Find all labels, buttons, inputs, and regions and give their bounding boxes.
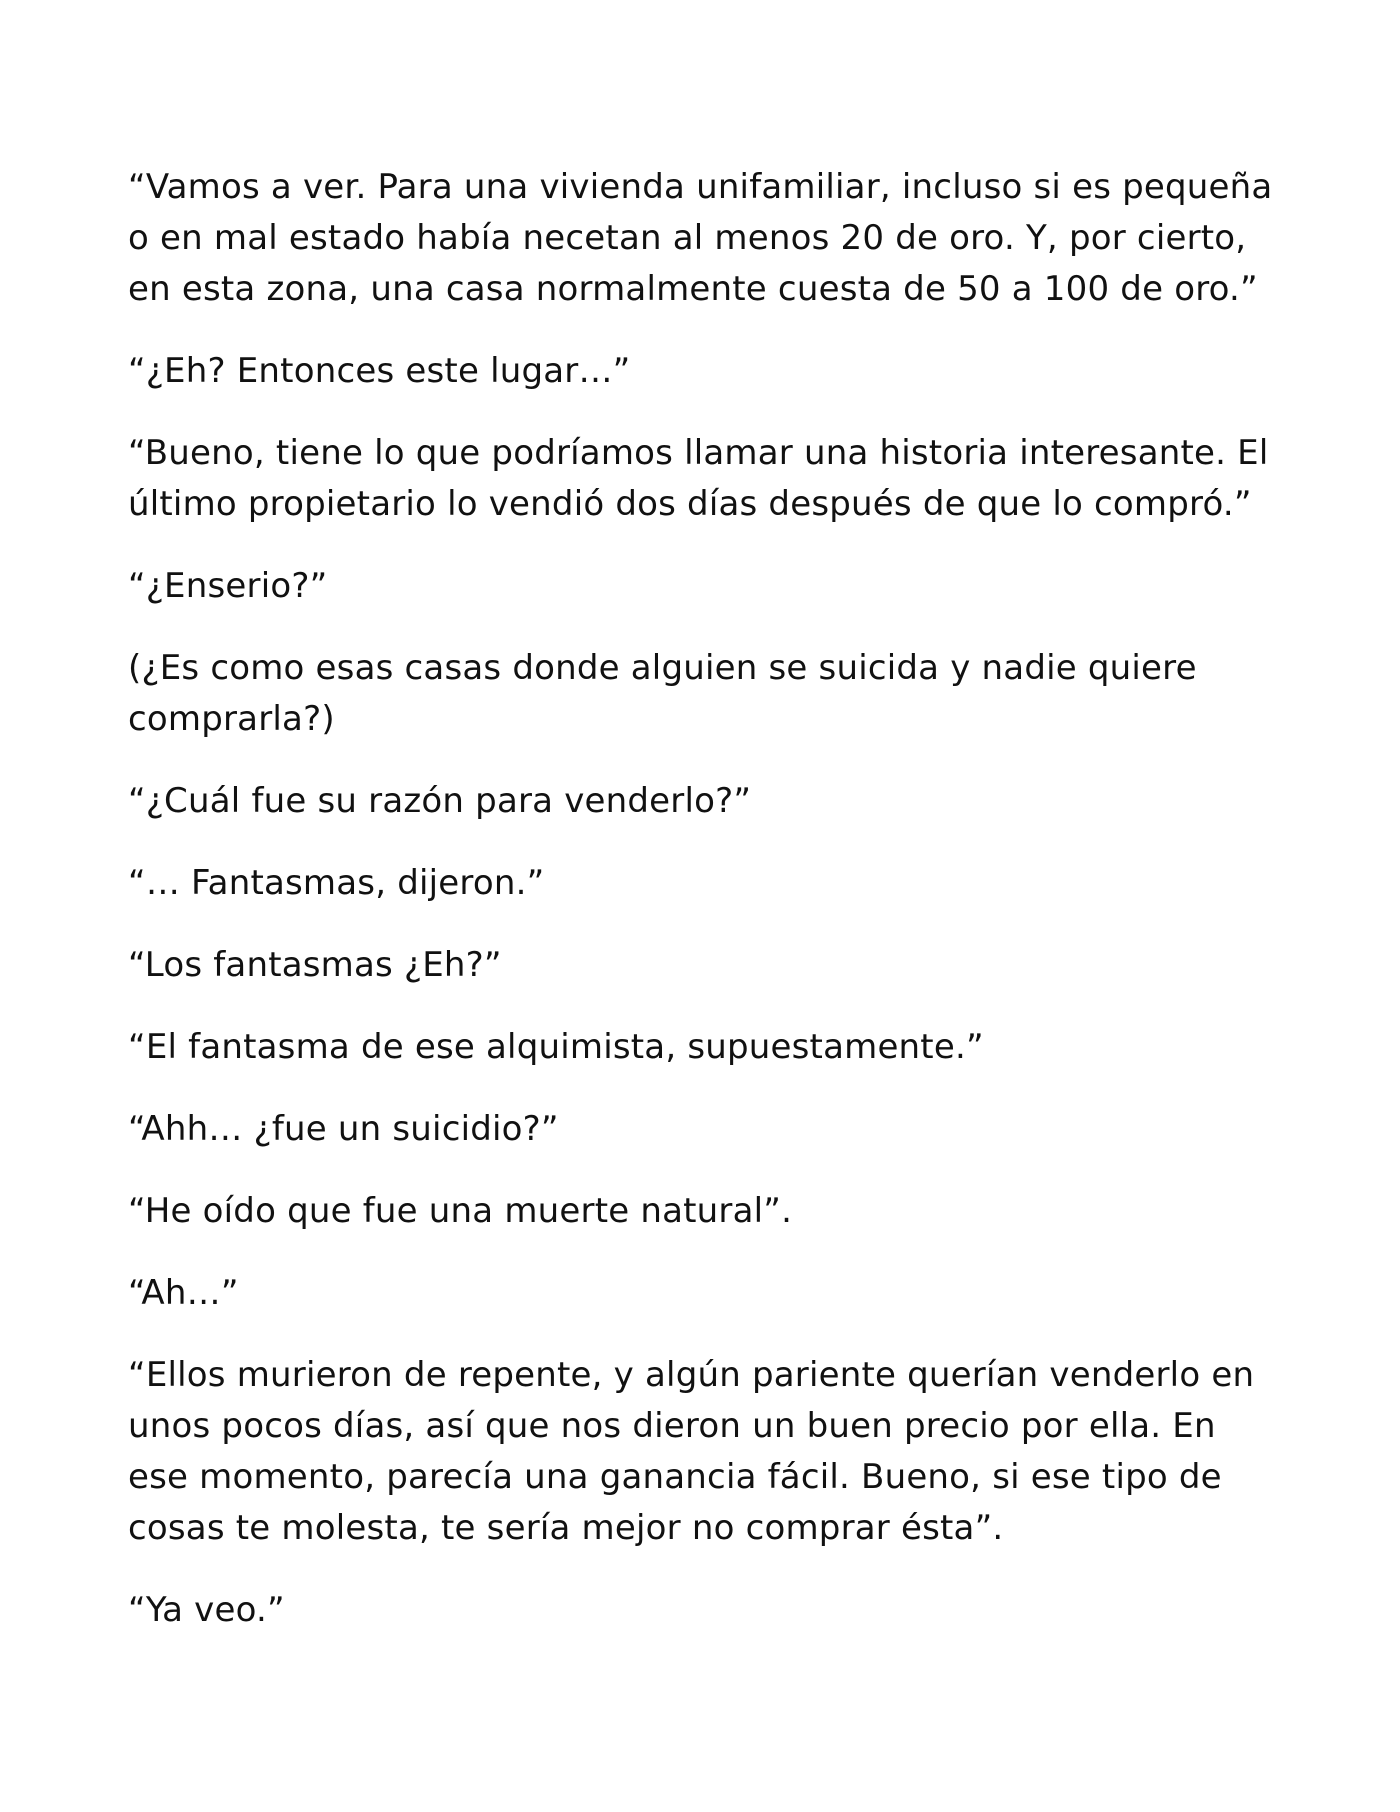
document-body — [128, 162, 1273, 1667]
paragraph-9: “El fantasma de ese alquimista, supuestamente.” — [128, 1027, 984, 1067]
paragraph-4: “¿Enserio?” — [128, 566, 328, 606]
paragraph-10: “Ahh… ¿fue un suicidio?” — [128, 1109, 559, 1149]
paragraph-6: “¿Cuál fue su razón para venderlo?” — [128, 781, 752, 821]
paragraph-1: “Vamos a ver. Para una vivienda unifamiliar, incluso si es pequeña o en mal estado había necetan al menos 20 de oro. Y, por cierto, en esta zona, una casa normalmente cuesta de 50 a 100 de oro.” — [128, 167, 1273, 309]
paragraph-3: “Bueno, tiene lo que podríamos llamar una historia interesante. El último propietario lo vendió dos días después de que lo compró.” — [128, 433, 1269, 524]
paragraph-7: “… Fantasmas, dijeron.” — [128, 863, 545, 903]
paragraph-2: “¿Eh? Entonces este lugar…” — [128, 351, 631, 391]
paragraph-12: “Ah…” — [128, 1273, 239, 1313]
paragraph-5: (¿Es como esas casas donde alguien se suicida y nadie quiere comprarla?) — [128, 648, 1197, 739]
paragraph-13: “Ellos murieron de repente, y algún pariente querían venderlo en unos pocos días, así que nos dieron un buen precio por ella. En ese momento, parecía una ganancia fácil. Bueno, si ese tipo de cosas te molesta, te sería mejor no comprar ésta”. — [128, 1355, 1255, 1548]
paragraph-8: “Los fantasmas ¿Eh?” — [128, 945, 502, 985]
paragraph-11: “He oído que fue una muerte natural”. — [128, 1191, 793, 1231]
paragraph-14: “Ya veo.” — [128, 1590, 285, 1630]
